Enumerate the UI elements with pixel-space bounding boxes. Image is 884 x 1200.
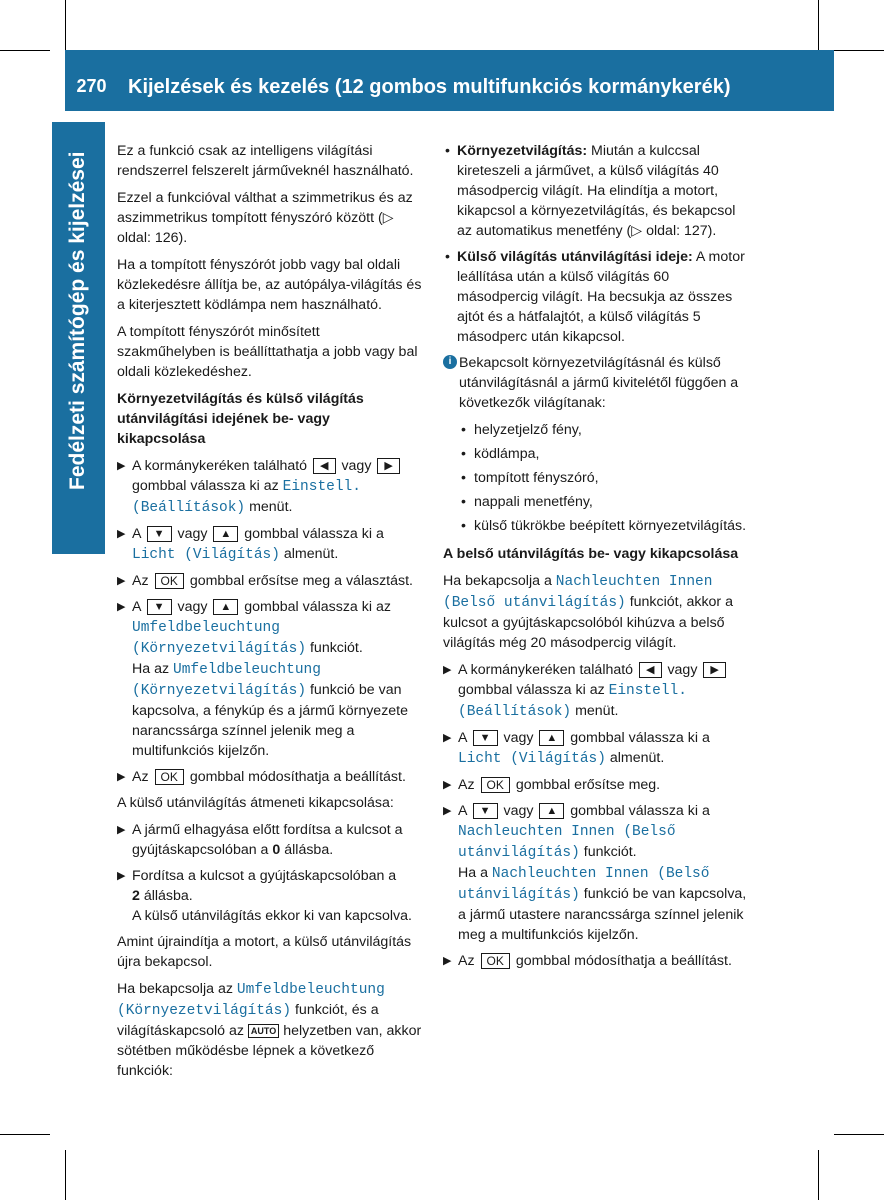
down-arrow-key-icon: ▼	[147, 599, 172, 615]
list-item: • tompított fényszóró,	[461, 470, 599, 486]
paragraph: Amint újraindítja a motort, a külső utánvilágítás újra bekapcsol.	[117, 934, 412, 970]
list-item: • ködlámpa,	[461, 446, 540, 462]
step: ▶ A ▼ vagy ▲ gombbal válassza ki a Nachleuchten Innen (Belső utánvilágítás) funkciót. Ha a Nachleuchten Innen (Belső utánvilágítás) funkció be van kapcsolva, a jármű utastere narancssárga színnel jelenik meg a multifunkciós kijelzőn.	[443, 803, 747, 943]
step-arrow-icon: ▶	[443, 732, 452, 744]
paragraph: Ezzel a funkcióval válthat a szimmetrikus és az aszimmetrikus tompított fényszóró között (▷ oldal: 126).	[117, 190, 413, 246]
ok-key-icon: OK	[481, 777, 510, 793]
step-arrow-icon: ▶	[117, 528, 126, 540]
step-arrow-icon: ▶	[443, 805, 452, 817]
crop-mark	[834, 1134, 884, 1135]
list-item: • nappali menetfény,	[461, 494, 593, 510]
step-arrow-icon: ▶	[443, 955, 452, 967]
list-item: • Külső világítás utánvilágítási ideje: A motor leállítása után a külső világítás 60 másodpercig világít. Ha becsukja az összes ajtót és a hátfalajtót, a külső világítás 5 másodperc után kikapcsol.	[445, 249, 745, 345]
down-arrow-key-icon: ▼	[147, 526, 172, 542]
page-title: Kijelzések és kezelés (12 gombos multifunkciós kormánykerék)	[128, 76, 731, 98]
up-arrow-key-icon: ▲	[213, 599, 238, 615]
paragraph: Ez a funkció csak az intelligens világítási rendszerrel felszerelt járműveknél használható.	[117, 143, 414, 179]
step: ▶ A kormánykeréken található ◀ vagy ▶ gombbal válassza ki az Einstell. (Beállítások) menüt.	[443, 660, 753, 722]
down-arrow-key-icon: ▼	[473, 803, 498, 819]
info-icon: i	[443, 355, 457, 369]
step-arrow-icon: ▶	[117, 460, 126, 472]
paragraph: A külső utánvilágítás átmeneti kikapcsolása:	[117, 795, 394, 811]
step-arrow-icon: ▶	[117, 870, 126, 882]
step: ▶ Az OK gombbal módosíthatja a beállítást.	[443, 953, 732, 969]
step: ▶ A ▼ vagy ▲ gombbal válassza ki a Licht (Világítás) almenüt.	[443, 730, 710, 767]
crop-mark	[0, 50, 50, 51]
step-arrow-icon: ▶	[443, 779, 452, 791]
step-arrow-icon: ▶	[117, 601, 126, 613]
function-name: Umfeldbeleuchtung (Környezetvilágítás)	[117, 982, 385, 1019]
up-arrow-key-icon: ▲	[213, 526, 238, 542]
down-arrow-key-icon: ▼	[473, 730, 498, 746]
auto-switch-icon: AUTO	[248, 1024, 279, 1038]
crop-mark	[65, 0, 66, 50]
up-arrow-key-icon: ▲	[539, 803, 564, 819]
list-item: • helyzetjelző fény,	[461, 422, 582, 438]
section-heading: Környezetvilágítás és külső világítás utánvilágítási idejének be- vagy kikapcsolása	[117, 391, 364, 447]
list-item: • külső tükrökbe beépített környezetvilágítás.	[461, 518, 747, 534]
step-arrow-icon: ▶	[443, 664, 452, 676]
function-name: Nachleuchten Innen (Belső utánvilágítás)	[443, 574, 713, 611]
crop-mark	[818, 1150, 819, 1200]
step: ▶ Fordítsa a kulcsot a gyújtáskapcsolóban a 2 állásba. A külső utánvilágítás ekkor ki van kapcsolva.	[117, 868, 412, 924]
step: ▶ A ▼ vagy ▲ gombbal válassza ki az Umfeldbeleuchtung (Környezetvilágítás) funkciót. Ha az Umfeldbeleuchtung (Környezetvilágítás) funkció be van kapcsolva, a fénykúp és a jármű környezete narancssárga színnel jelenik meg a multifunkciós kijelzőn.	[117, 599, 409, 759]
side-tab-label: Fedélzeti számítógép és kijelzései	[66, 151, 89, 490]
right-arrow-key-icon: ▶	[377, 458, 399, 474]
ok-key-icon: OK	[155, 769, 184, 785]
up-arrow-key-icon: ▲	[539, 730, 564, 746]
menu-name: Einstell. (Beállítások)	[132, 479, 361, 516]
right-column	[443, 141, 753, 977]
crop-mark	[65, 1150, 66, 1200]
step: ▶ A ▼ vagy ▲ gombbal válassza ki a Licht (Világítás) almenüt.	[117, 526, 384, 563]
paragraph: A tompított fényszórót minősített szakműhelyben is beállíttathatja a jobb vagy bal oldali közlekedéshez.	[117, 324, 418, 380]
step-arrow-icon: ▶	[117, 575, 126, 587]
step: ▶ A jármű elhagyása előtt fordítsa a kulcsot a gyújtáskapcsolóban a 0 állásba.	[117, 822, 403, 858]
menu-name: Einstell. (Beállítások)	[458, 683, 687, 720]
info-note: i Bekapcsolt környezetvilágításnál és külső utánvilágításnál a jármű kivitelétől függően a következők világítanak:	[443, 353, 753, 413]
function-name: Nachleuchten Innen (Belső utánvilágítás)	[458, 824, 676, 861]
right-arrow-key-icon: ▶	[703, 662, 725, 678]
crop-mark	[0, 1134, 50, 1135]
left-column	[117, 141, 422, 1088]
left-arrow-key-icon: ◀	[639, 662, 661, 678]
ok-key-icon: OK	[481, 953, 510, 969]
crop-mark	[834, 50, 884, 51]
step-arrow-icon: ▶	[117, 824, 126, 836]
section-heading: A belső utánvilágítás be- vagy kikapcsolása	[443, 546, 739, 562]
step: ▶ Az OK gombbal erősítse meg.	[443, 777, 661, 793]
list-item: • Környezetvilágítás: Miután a kulccsal kireteszeli a járművet, a külső világítás 40 másodpercig világít. Ha elindítja a motort, kikapcsol a környezetvilágítás, és bekapcsol az automatikus menetfény (▷ oldal: 127).	[445, 143, 736, 239]
ok-key-icon: OK	[155, 573, 184, 589]
menu-name: Licht (Világítás)	[132, 547, 280, 563]
step: ▶ A kormánykeréken található ◀ vagy ▶ gombbal válassza ki az Einstell. (Beállítások) menüt.	[117, 456, 422, 518]
page-number: 270	[76, 76, 107, 96]
left-arrow-key-icon: ◀	[313, 458, 335, 474]
menu-name: Licht (Világítás)	[458, 751, 606, 767]
step-arrow-icon: ▶	[117, 771, 126, 783]
function-name: Umfeldbeleuchtung (Környezetvilágítás)	[132, 662, 321, 699]
paragraph: Ha bekapcsolja az Umfeldbeleuchtung (Környezetvilágítás) funkciót, és a világításkapcsoló az AUTO helyzetben van, akkor sötétben működésbe lépnek a következő funkciók:	[117, 981, 422, 1079]
function-name: Umfeldbeleuchtung (Környezetvilágítás)	[132, 620, 307, 657]
paragraph: Ha bekapcsolja a Nachleuchten Innen (Belső utánvilágítás) funkciót, akkor a kulcsot a gyújtáskapcsolóból kihúzva a belső világítás még 20 másodpercig világít.	[443, 573, 733, 651]
paragraph: Ha a tompított fényszórót jobb vagy bal oldali közlekedésre állítja be, az autópálya-világítás és a kiterjesztett ködlámpa nem használható.	[117, 257, 422, 313]
function-name: Nachleuchten Innen (Belső utánvilágítás)	[458, 866, 710, 903]
step: ▶ Az OK gombbal módosíthatja a beállítást.	[117, 769, 406, 785]
crop-mark	[818, 0, 819, 50]
step: ▶ Az OK gombbal erősítse meg a választást.	[117, 573, 413, 589]
